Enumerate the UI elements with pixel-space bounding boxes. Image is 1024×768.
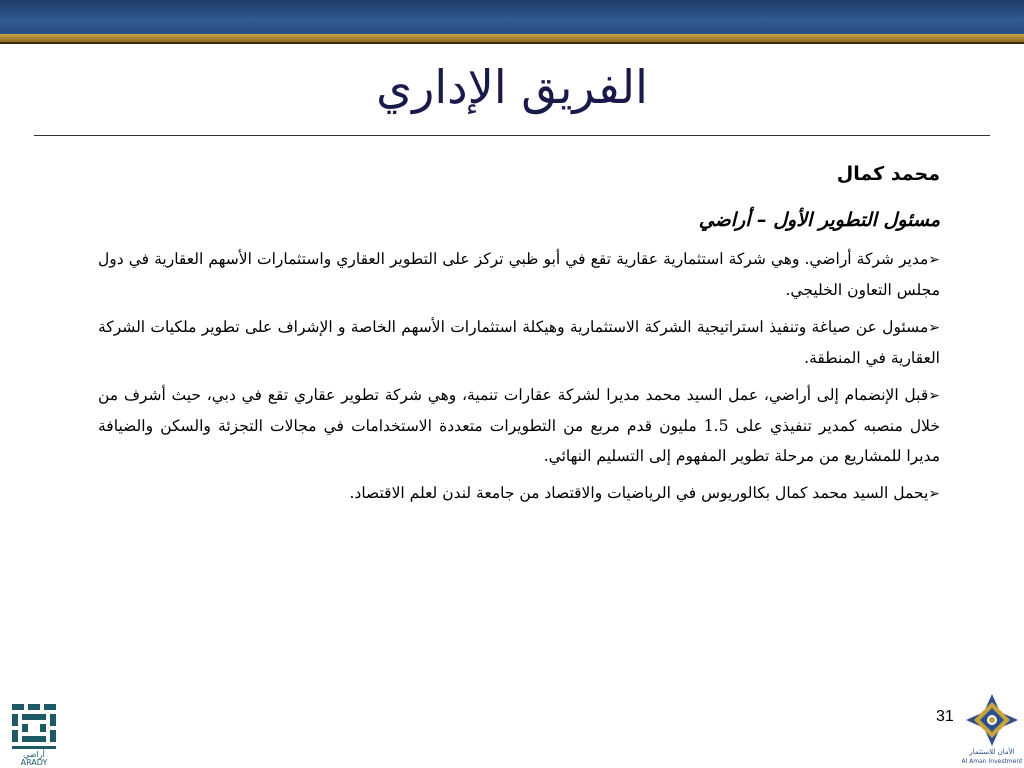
bullet-item (98, 312, 940, 373)
bullet-item (98, 380, 940, 471)
arady-logo-icon (6, 700, 62, 766)
al-aman-logo-en: Al Aman Investment (962, 758, 1022, 765)
al-aman-logo-ar: الأمان للاستثمار (969, 748, 1015, 756)
header-gold-stripe (0, 34, 1024, 42)
bullet-text: مدير شركة أراضي. وهي شركة استثمارية عقارية تقع في أبو ظبي تركز على التطوير العقاري واستثمارات الأسهم العقارية في دول مجلس التعاون الخليجي. (98, 250, 940, 299)
arrow-bullet-icon: ➢ (928, 252, 940, 268)
page-number: 31 (936, 708, 954, 725)
person-role: مسئول التطوير الأول – أراضي (698, 209, 940, 231)
person-name: محمد كمال (836, 163, 940, 185)
arady-logo-ar: أراضي (23, 750, 45, 759)
header-dark-line (0, 42, 1024, 44)
bullet-item (98, 244, 940, 305)
arrow-bullet-icon: ➢ (928, 320, 940, 336)
arrow-bullet-icon: ➢ (928, 388, 940, 404)
bullet-text: مسئول عن صياغة وتنفيذ استراتيجية الشركة الاستثمارية وهيكلة استثمارات الأسهم الخاصة و الإشراف على تطوير ملكيات الشركة العقارية في المنطقة. (98, 318, 940, 367)
bullet-text: يحمل السيد محمد كمال بكالوريوس في الرياضيات والاقتصاد من جامعة لندن لعلم الاقتصاد. (349, 484, 929, 502)
bullet-item (98, 478, 940, 509)
slide-content (98, 160, 940, 516)
title-divider (34, 135, 990, 136)
arady-logo-en: ARADY (20, 758, 48, 766)
arrow-bullet-icon: ➢ (928, 486, 940, 502)
slide-title: الفريق الإداري (376, 60, 648, 114)
al-aman-logo-icon (962, 690, 1022, 766)
bullet-text: قبل الإنضمام إلى أراضي، عمل السيد محمد مديرا لشركة عقارات تنمية، وهي شركة تطوير عقاري تقع في دبي، حيث أشرف من خلال منصبه كمدير تنفيذي على 1.5 مليون قدم مربع من التطويرات متعددة الاستخدامات في مجالات التجزئة والسكن والضيافة مديرا للمشاريع من مرحلة تطوير المفهوم إلى التسليم النهائي. (98, 386, 940, 465)
bullet-list (98, 244, 940, 509)
